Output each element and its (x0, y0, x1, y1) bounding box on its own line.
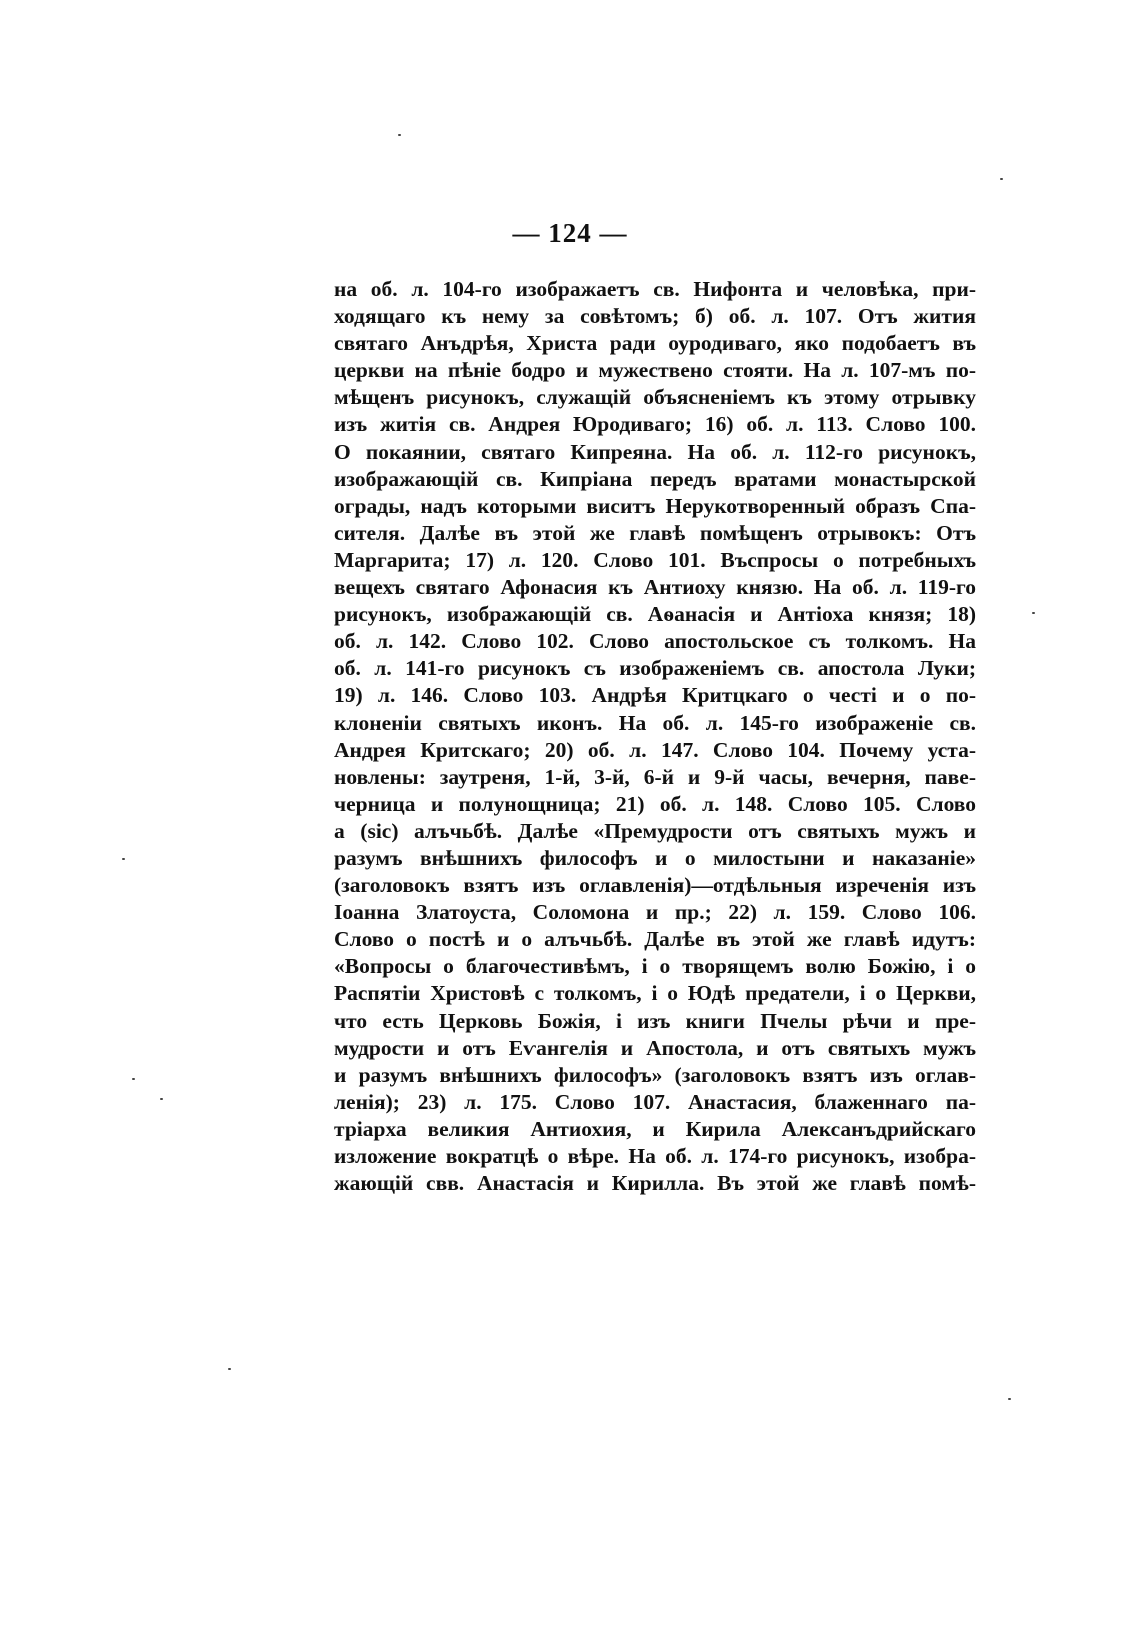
text-line: Распятіи Христовѣ с толкомъ, і о Юдѣ предатели, і о Церкви, (334, 981, 976, 1006)
text-line: рисунокъ, изображающій св. Аѳанасія и Антіоха князя; 18) (334, 602, 976, 627)
text-line: Маргарита; 17) л. 120. Слово 101. Въспросы о потребныхъ (334, 547, 976, 572)
text-line: церкви на пѣніе бодро и мужествено стояти. На л. 107-мъ по- (334, 358, 976, 383)
text-line: тріарха великия Антиохия, и Кирила Алексанъдрийскаго (334, 1116, 976, 1141)
text-line: черница и полунощница; 21) об. л. 148. Слово 105. Слово (334, 791, 976, 816)
text-line: О покаянии, святаго Кипреяна. На об. л. 112-го рисунокъ, (334, 439, 976, 464)
text-line: на об. л. 104-го изображаетъ св. Нифонта и человѣка, при- (334, 277, 976, 301)
scan-speck (1008, 1398, 1011, 1400)
text-line: что есть Церковь Божія, і изъ книги Пчелы рѣчи и пре- (334, 1008, 976, 1033)
text-line: новлены: заутреня, 1-й, 3-й, 6-й и 9-й часы, вечерня, паве- (334, 764, 976, 789)
scan-speck (160, 1098, 163, 1100)
text-line: (заголовокъ взятъ изъ оглавленія)—отдѣльныя изреченія изъ (334, 873, 976, 898)
text-line: ходящаго къ нему за совѣтомъ; б) об. л. 107. Отъ жития (334, 304, 976, 329)
page-number: — 124 — (512, 218, 628, 248)
text-line: святаго Анъдрѣя, Христа ради оуродиваго, яко подобаетъ въ (334, 331, 976, 356)
scan-speck (228, 1368, 231, 1370)
text-line: 19) л. 146. Слово 103. Андрѣя Критцкаго о честі и о по- (334, 683, 976, 708)
text-line: вещехъ святаго Афонасия къ Антиоху князю. На об. л. 119-го (334, 575, 976, 600)
text-line: об. л. 141-го рисунокъ съ изображеніемъ св. апостола Луки; (334, 656, 976, 681)
text-line: а (sic) алъчьбѣ. Далѣе «Премудрости отъ святыхъ мужъ и (334, 818, 976, 843)
text-line: и разумъ внѣшнихъ философъ» (заголовокъ взятъ изъ оглав- (334, 1062, 976, 1087)
scan-speck (398, 134, 401, 136)
text-line: изъ житія св. Андрея Юродиваго; 16) об. л. 113. Слово 100. (334, 412, 976, 437)
text-line: мѣщенъ рисунокъ, служащій объясненіемъ къ этому отрывку (334, 385, 976, 410)
text-line: мудрости и отъ Еѵангелія и Апостола, и отъ святыхъ мужъ (334, 1035, 976, 1060)
body-text (334, 276, 976, 1197)
text-line: разумъ внѣшнихъ философъ и о милостыни и наказаніе» (334, 845, 976, 870)
text-line: «Вопросы о благочестивѣмъ, і о творящемъ волю Божію, і о (334, 954, 976, 979)
text-line: изображающій св. Кипріана передъ вратами монастырской (334, 466, 976, 491)
text-line: сителя. Далѣе въ этой же главѣ помѣщенъ отрывокъ: Отъ (334, 520, 976, 545)
text-line: жающій свв. Анастасія и Кирилла. Въ этой же главѣ помѣ- (334, 1171, 976, 1196)
scan-speck (122, 858, 125, 860)
text-line: Андрея Критскаго; 20) об. л. 147. Слово 104. Почему уста- (334, 737, 976, 762)
text-line: клоненіи святыхъ иконъ. На об. л. 145-го изображеніе св. (334, 710, 976, 735)
scan-speck (132, 1078, 135, 1080)
scan-speck (1000, 178, 1003, 180)
text-line: ленія); 23) л. 175. Слово 107. Анастасия, блаженнаго па- (334, 1089, 976, 1114)
text-line: ограды, надъ которыми виситъ Нерукотворенный образъ Спа- (334, 493, 976, 518)
text-line: Слово о постѣ и о алъчьбѣ. Далѣе въ этой же главѣ идутъ: (334, 927, 976, 952)
text-line: Іоанна Златоуста, Соломона и пр.; 22) л. 159. Слово 106. (334, 900, 976, 925)
scan-speck (1032, 612, 1035, 614)
text-line: об. л. 142. Слово 102. Слово апостольское съ толкомъ. На (334, 629, 976, 654)
text-line: изложение вократцѣ о вѣре. На об. л. 174-го рисунокъ, изобра- (334, 1144, 976, 1168)
